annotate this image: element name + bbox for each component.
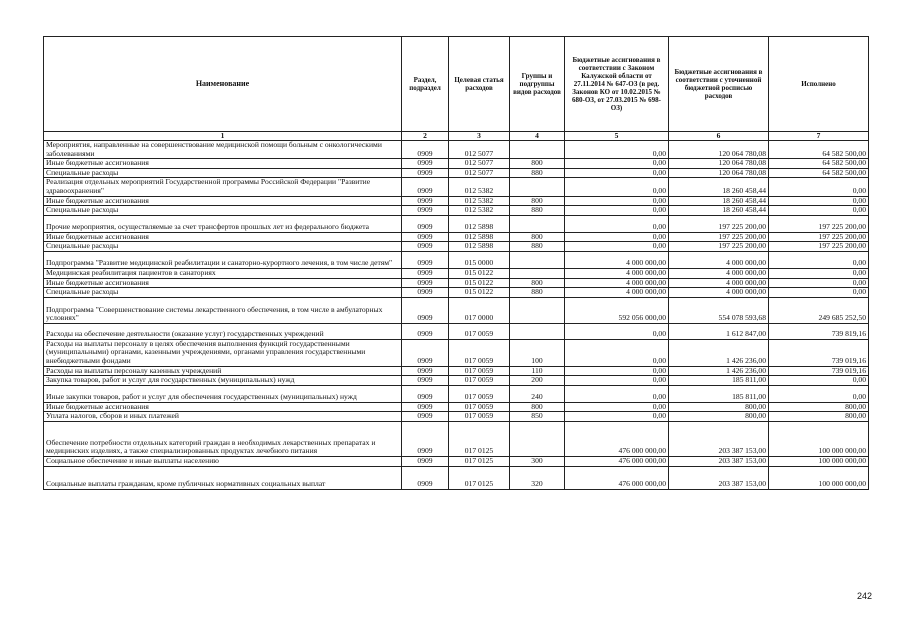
row-budget-revised: 800,00 [669,412,769,422]
table-row [44,323,869,339]
row-section: 0909 [402,242,449,252]
row-group [510,215,565,232]
row-budget-revised: 185 811,00 [669,385,769,402]
row-budget-law: 0,00 [565,168,669,178]
row-target: 012 5077 [449,159,510,169]
row-executed: 64 582 500,00 [769,141,869,159]
table-row [44,385,869,402]
row-executed: 100 000 000,00 [769,421,869,456]
row-section: 0909 [402,288,449,298]
row-section: 0909 [402,159,449,169]
table-row [44,366,869,376]
row-name: Расходы на выплаты персоналу в целях обеспечения выполнения функций государственными (муниципальными) органами, казенными учреждениями, органами управления государственными внебюджетными фондами [44,339,402,366]
row-budget-revised: 1 426 236,00 [669,339,769,366]
table-row [44,196,869,206]
row-section: 0909 [402,376,449,386]
row-name: Социальное обеспечение и иные выплаты населению [44,456,402,466]
table-row [44,456,869,466]
row-section: 0909 [402,168,449,178]
row-section: 0909 [402,278,449,288]
row-target: 017 0059 [449,366,510,376]
row-budget-revised: 4 000 000,00 [669,251,769,268]
row-target: 017 0059 [449,412,510,422]
header-name: Наименование [44,37,402,132]
column-number: 2 [402,132,449,141]
table-row [44,268,869,278]
header-groups: Группы и подгруппы видов расходов [510,37,565,132]
column-number: 6 [669,132,769,141]
row-section: 0909 [402,206,449,216]
column-number: 7 [769,132,869,141]
row-executed: 0,00 [769,288,869,298]
row-budget-law: 0,00 [565,376,669,386]
row-section: 0909 [402,215,449,232]
row-budget-law: 0,00 [565,242,669,252]
column-number: 3 [449,132,510,141]
row-executed: 64 582 500,00 [769,168,869,178]
row-group: 800 [510,196,565,206]
header-section: Раздел, подраздел [402,37,449,132]
row-target: 017 0000 [449,297,510,323]
table-row [44,421,869,456]
row-group [510,268,565,278]
table-row [44,251,869,268]
row-executed: 739 019,16 [769,366,869,376]
table-row [44,412,869,422]
row-name: Специальные расходы [44,242,402,252]
row-target: 012 5382 [449,178,510,196]
row-section: 0909 [402,412,449,422]
row-executed: 0,00 [769,268,869,278]
row-section: 0909 [402,421,449,456]
row-name: Расходы на обеспечение деятельности (оказание услуг) государственных учреждений [44,323,402,339]
header-budget-law: Бюджетные ассигнования в соответствии с Законом Калужской области от 27.11.2014 № 647-ОЗ (в ред. Законов КО от 10.02.2015 № 680-ОЗ, от 27.03.2015 № 698-ОЗ) [565,37,669,132]
row-budget-revised: 18 260 458,44 [669,206,769,216]
column-number-row [44,132,869,141]
row-section: 0909 [402,178,449,196]
row-budget-law: 0,00 [565,215,669,232]
column-number: 5 [565,132,669,141]
row-executed: 0,00 [769,385,869,402]
header-row [44,37,869,132]
row-group: 320 [510,466,565,489]
table-row [44,206,869,216]
table-row [44,168,869,178]
row-budget-law: 4 000 000,00 [565,251,669,268]
row-group [510,178,565,196]
row-executed: 800,00 [769,402,869,412]
row-group [510,297,565,323]
row-budget-law: 0,00 [565,323,669,339]
row-executed: 0,00 [769,178,869,196]
table-row [44,232,869,242]
row-group: 800 [510,232,565,242]
row-target: 012 5382 [449,206,510,216]
row-budget-revised: 4 000 000,00 [669,268,769,278]
budget-table [43,36,869,490]
row-group: 100 [510,339,565,366]
row-budget-law: 0,00 [565,141,669,159]
row-name: Обеспечение потребности отдельных категорий граждан в необходимых лекарственных препаратах и медицинских изделиях, а также специализированных продуктах лечебного питания [44,421,402,456]
column-number: 1 [44,132,402,141]
row-name: Специальные расходы [44,168,402,178]
row-name: Уплата налогов, сборов и иных платежей [44,412,402,422]
row-budget-law: 0,00 [565,232,669,242]
table-row [44,402,869,412]
row-name: Подпрограмма "Совершенствование системы лекарственного обеспечения, в том числе в амбулаторных условиях" [44,297,402,323]
row-budget-revised: 203 387 153,00 [669,466,769,489]
row-target: 017 0059 [449,385,510,402]
row-target: 017 0059 [449,323,510,339]
row-section: 0909 [402,456,449,466]
table-row [44,278,869,288]
row-section: 0909 [402,232,449,242]
table-row [44,466,869,489]
row-executed: 197 225 200,00 [769,232,869,242]
row-target: 017 0059 [449,402,510,412]
row-executed: 197 225 200,00 [769,242,869,252]
header-budget-revised: Бюджетные ассигнования в соответствии с уточненной бюджетной росписью расходов [669,37,769,132]
row-budget-law: 0,00 [565,159,669,169]
row-name: Иные бюджетные ассигнования [44,196,402,206]
row-budget-revised: 1 612 847,00 [669,323,769,339]
row-budget-revised: 203 387 153,00 [669,421,769,456]
row-section: 0909 [402,297,449,323]
row-section: 0909 [402,402,449,412]
table-row [44,215,869,232]
row-budget-revised: 203 387 153,00 [669,456,769,466]
row-group: 800 [510,159,565,169]
row-name: Специальные расходы [44,288,402,298]
row-target: 015 0122 [449,268,510,278]
row-section: 0909 [402,366,449,376]
row-budget-law: 0,00 [565,402,669,412]
row-budget-revised: 554 078 593,68 [669,297,769,323]
row-name: Подпрограмма "Развитие медицинской реабилитации и санаторно-курортного лечения, в том числе детям" [44,251,402,268]
row-group [510,323,565,339]
row-name: Иные бюджетные ассигнования [44,232,402,242]
row-executed: 0,00 [769,206,869,216]
row-name: Социальные выплаты гражданам, кроме публичных нормативных социальных выплат [44,466,402,489]
row-budget-revised: 18 260 458,44 [669,196,769,206]
row-executed: 100 000 000,00 [769,456,869,466]
row-target: 015 0000 [449,251,510,268]
table-row [44,178,869,196]
row-group: 850 [510,412,565,422]
row-name: Реализация отдельных мероприятий Государственной программы Российской Федерации "Развитие здравоохранения" [44,178,402,196]
row-executed: 0,00 [769,196,869,206]
row-budget-revised: 4 000 000,00 [669,278,769,288]
header-executed: Исполнено [769,37,869,132]
row-budget-revised: 1 426 236,00 [669,366,769,376]
row-target: 017 0059 [449,376,510,386]
row-target: 015 0122 [449,278,510,288]
row-budget-law: 0,00 [565,412,669,422]
row-budget-revised: 18 260 458,44 [669,178,769,196]
row-group: 300 [510,456,565,466]
row-name: Иные закупки товаров, работ и услуг для обеспечения государственных (муниципальных) нужд [44,385,402,402]
row-executed: 64 582 500,00 [769,159,869,169]
row-budget-law: 0,00 [565,206,669,216]
row-budget-law: 476 000 000,00 [565,421,669,456]
table-row [44,159,869,169]
row-name: Медицинская реабилитация пациентов в санаториях [44,268,402,278]
row-executed: 0,00 [769,278,869,288]
row-name: Мероприятия, направленные на совершенствование медицинской помощи больным с онкологическими заболеваниями [44,141,402,159]
row-name: Расходы на выплаты персоналу казенных учреждений [44,366,402,376]
row-budget-law: 0,00 [565,178,669,196]
row-budget-law: 476 000 000,00 [565,456,669,466]
row-group [510,251,565,268]
row-target: 017 0125 [449,456,510,466]
table-row [44,339,869,366]
row-budget-law: 4 000 000,00 [565,288,669,298]
row-target: 017 0125 [449,466,510,489]
row-executed: 739 819,16 [769,323,869,339]
row-budget-law: 4 000 000,00 [565,278,669,288]
row-executed: 197 225 200,00 [769,215,869,232]
row-group: 880 [510,168,565,178]
row-group: 880 [510,242,565,252]
row-section: 0909 [402,196,449,206]
row-executed: 249 685 252,50 [769,297,869,323]
row-target: 012 5898 [449,215,510,232]
row-section: 0909 [402,141,449,159]
row-budget-law: 0,00 [565,196,669,206]
row-target: 015 0122 [449,288,510,298]
row-section: 0909 [402,466,449,489]
row-name: Специальные расходы [44,206,402,216]
row-group [510,141,565,159]
row-target: 012 5077 [449,141,510,159]
row-budget-revised: 197 225 200,00 [669,232,769,242]
row-target: 012 5898 [449,242,510,252]
row-section: 0909 [402,385,449,402]
row-budget-law: 0,00 [565,366,669,376]
header-target: Целевая статья расходов [449,37,510,132]
row-budget-revised: 800,00 [669,402,769,412]
row-budget-law: 592 056 000,00 [565,297,669,323]
row-section: 0909 [402,251,449,268]
row-group: 200 [510,376,565,386]
table-row [44,242,869,252]
row-target: 012 5382 [449,196,510,206]
table-row [44,141,869,159]
page-number: 242 [857,591,873,601]
column-number: 4 [510,132,565,141]
row-budget-law: 0,00 [565,385,669,402]
row-budget-revised: 120 064 780,08 [669,168,769,178]
row-budget-revised: 120 064 780,08 [669,159,769,169]
row-budget-law: 476 000 000,00 [565,466,669,489]
row-group: 800 [510,278,565,288]
row-group: 880 [510,288,565,298]
row-group [510,421,565,456]
row-group: 240 [510,385,565,402]
row-name: Иные бюджетные ассигнования [44,402,402,412]
row-group: 110 [510,366,565,376]
row-target: 012 5077 [449,168,510,178]
row-budget-law: 4 000 000,00 [565,268,669,278]
row-budget-revised: 120 064 780,08 [669,141,769,159]
table-row [44,297,869,323]
row-group: 880 [510,206,565,216]
row-name: Иные бюджетные ассигнования [44,159,402,169]
row-target: 012 5898 [449,232,510,242]
row-executed: 0,00 [769,376,869,386]
table-row [44,376,869,386]
row-group: 800 [510,402,565,412]
row-budget-revised: 4 000 000,00 [669,288,769,298]
row-budget-law: 0,00 [565,339,669,366]
row-executed: 0,00 [769,251,869,268]
row-name: Иные бюджетные ассигнования [44,278,402,288]
row-name: Прочие мероприятия, осуществляемые за счет трансфертов прошлых лет из федерального бюджета [44,215,402,232]
row-budget-revised: 185 811,00 [669,376,769,386]
row-target: 017 0059 [449,339,510,366]
row-budget-revised: 197 225 200,00 [669,215,769,232]
row-section: 0909 [402,323,449,339]
row-executed: 100 000 000,00 [769,466,869,489]
row-section: 0909 [402,268,449,278]
row-executed: 800,00 [769,412,869,422]
table-row [44,288,869,298]
row-target: 017 0125 [449,421,510,456]
row-name: Закупка товаров, работ и услуг для государственных (муниципальных) нужд [44,376,402,386]
row-executed: 739 019,16 [769,339,869,366]
row-section: 0909 [402,339,449,366]
row-budget-revised: 197 225 200,00 [669,242,769,252]
